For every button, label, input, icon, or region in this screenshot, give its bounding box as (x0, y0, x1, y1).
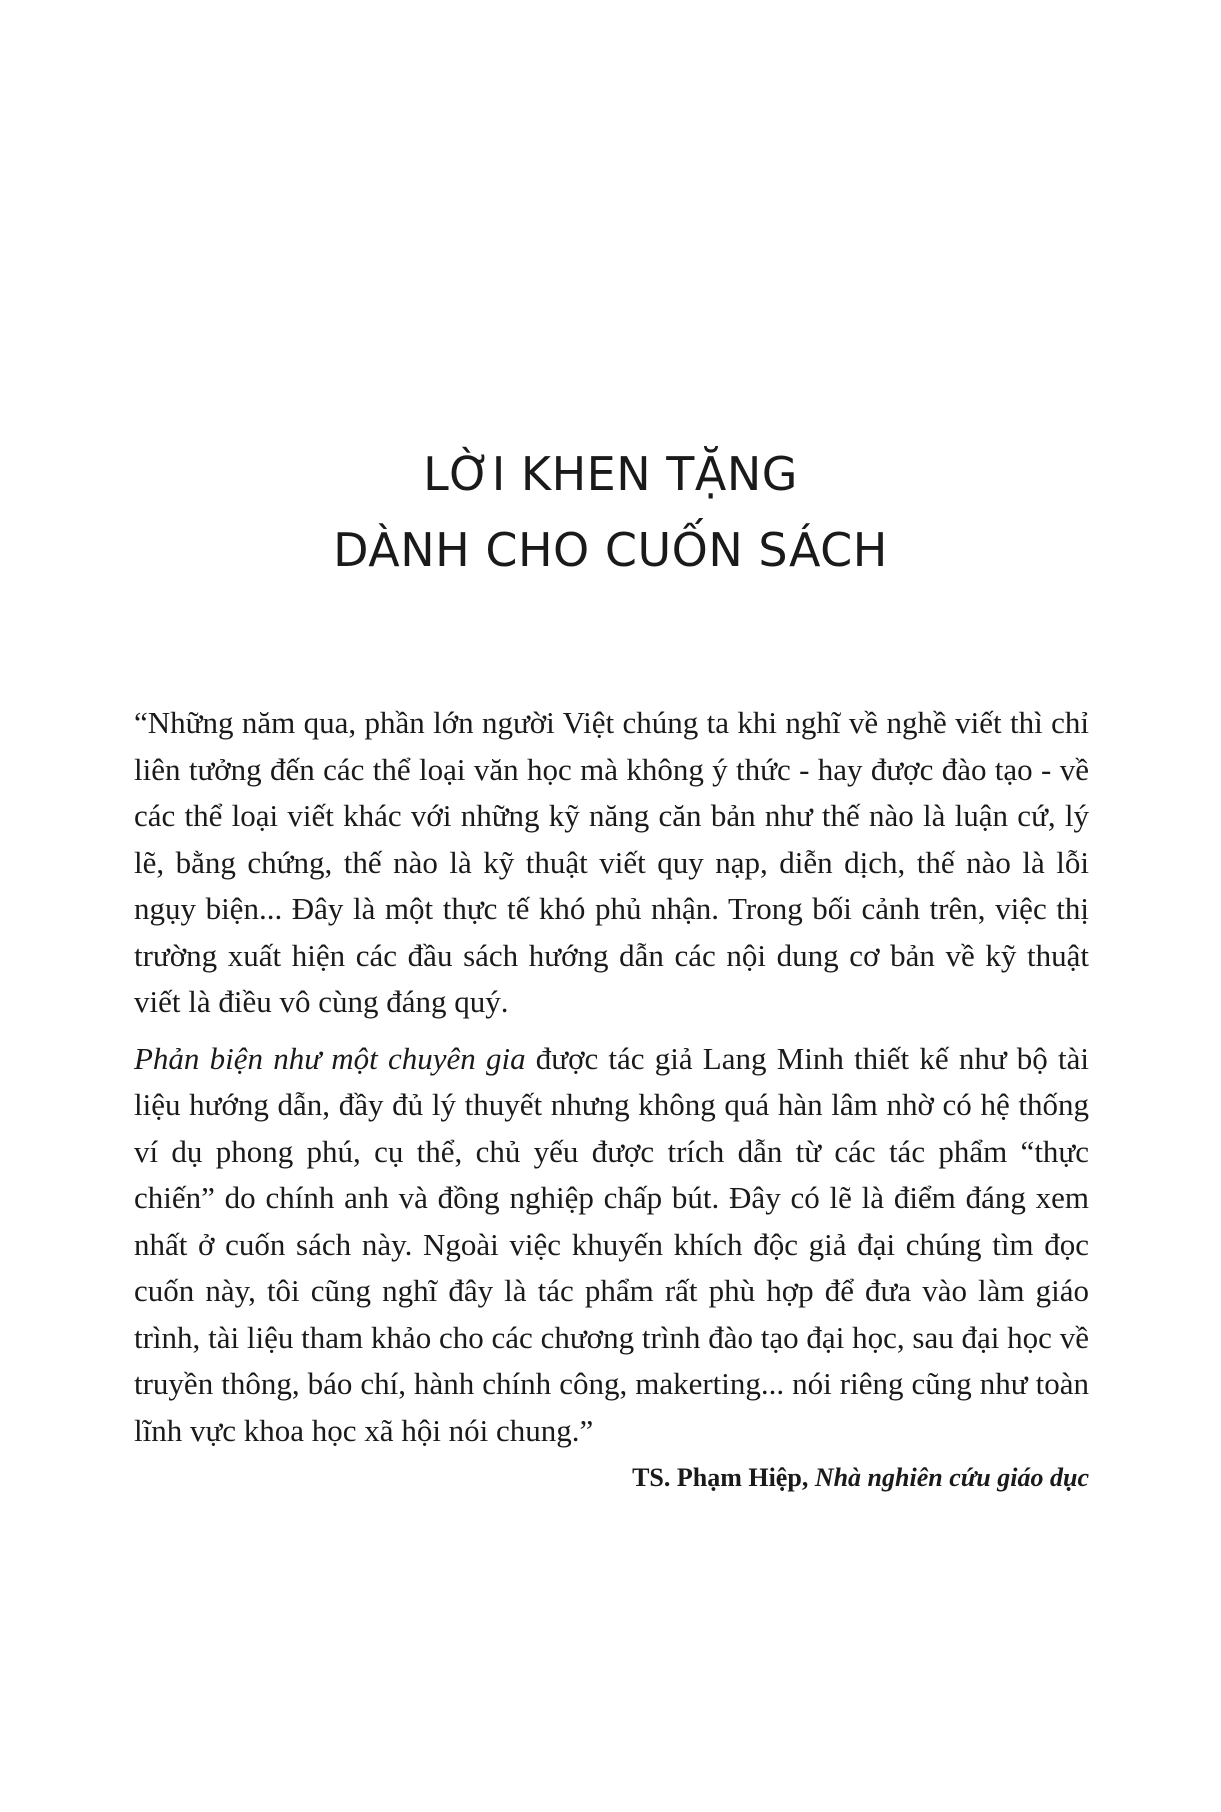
book-title: Phản biện như một chuyên gia (134, 1040, 526, 1076)
testimonial-paragraph-2-text: được tác giả Lang Minh thiết kế như bộ tài liệu hướng dẫn, đầy đủ lý thuyết nhưng không quá hàn lâm nhờ có hệ thống ví dụ phong phú, cụ thể, chủ yếu được trích dẫn từ các tác phẩm “thực chiến” do chính anh và đồng nghiệp chấp bút. Đây có lẽ là điểm đáng xem nhất ở cuốn sách này. Ngoài việc khuyến khích độc giả đại chúng tìm đọc cuốn này, tôi cũng nghĩ đây là tác phẩm rất phù hợp để đưa vào làm giáo trình, tài liệu tham khảo cho các chương trình đào tạo đại học, sau đại học về truyền thông, báo chí, hành chính công, makerting... nói riêng cũng như toàn lĩnh vực khoa học xã hội nói chung.” (134, 1040, 1089, 1448)
author-name: TS. Phạm Hiệp (632, 1463, 802, 1492)
attribution-separator: , (801, 1463, 815, 1492)
title-line-1: LỜI KHEN TẶNG (423, 446, 798, 501)
title-line-2: DÀNH CHO CUỐN SÁCH (333, 522, 888, 577)
attribution (134, 1458, 1089, 1498)
testimonial-block (134, 700, 1089, 1498)
testimonial-paragraph-1: “Những năm qua, phần lớn người Việt chúng ta khi nghĩ về nghề viết thì chỉ liên tưởng đến các thể loại văn học mà không ý thức - hay được đào tạo - về các thể loại viết khác với những kỹ năng căn bản như thế nào là luận cứ, lý lẽ, bằng chứng, thế nào là kỹ thuật viết quy nạp, diễn dịch, thế nào là lỗi ngụy biện... Đây là một thực tế khó phủ nhận. Trong bối cảnh trên, việc thị trường xuất hiện các đầu sách hướng dẫn các nội dung cơ bản về kỹ thuật viết là điều vô cùng đáng quý. (134, 705, 1089, 1019)
author-role: Nhà nghiên cứu giáo dục (814, 1463, 1089, 1492)
page-title (0, 436, 1221, 588)
testimonial-paragraph-2 (134, 1036, 1089, 1455)
